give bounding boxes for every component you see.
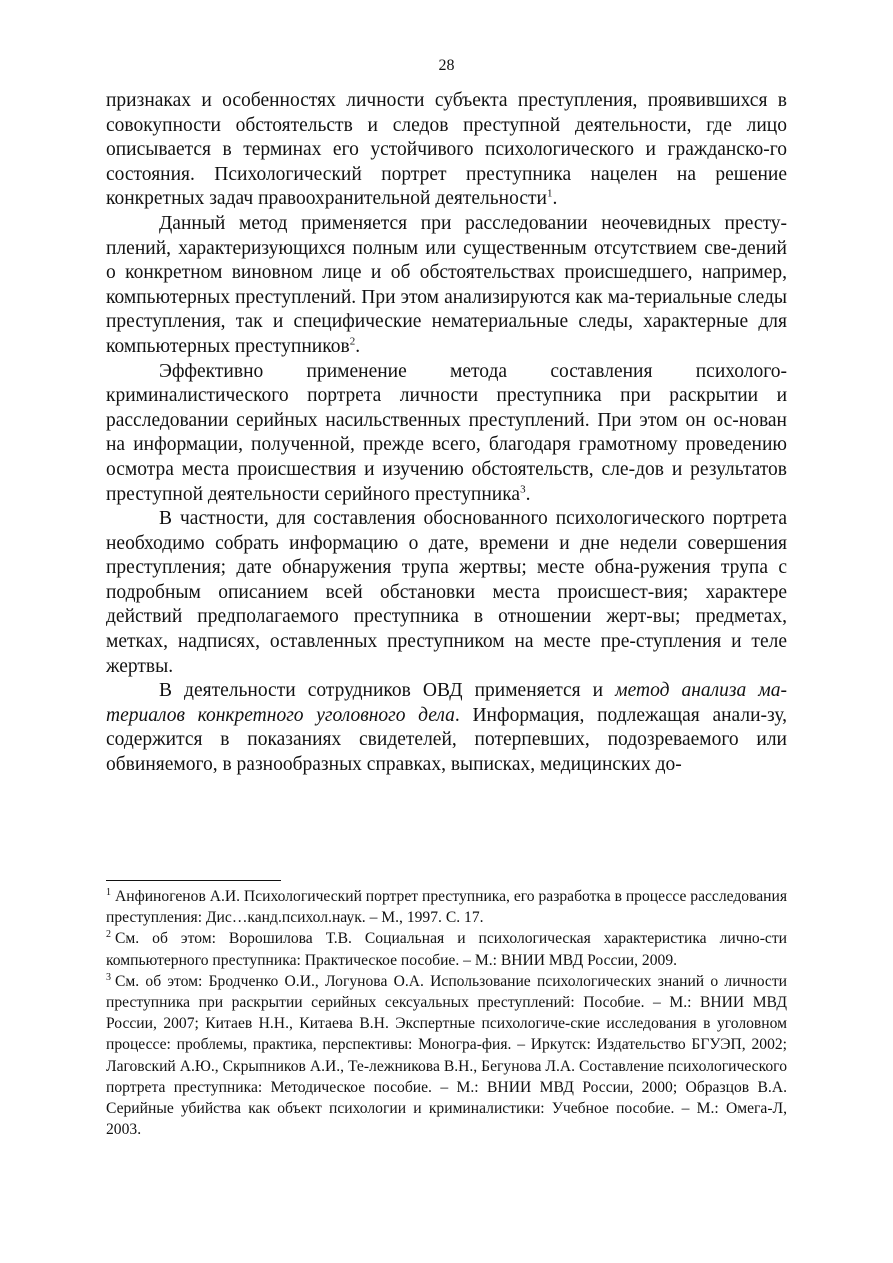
- footnote-3: [106, 971, 787, 1141]
- footnote-number: 1: [106, 886, 111, 898]
- paragraph-2: [106, 212, 787, 360]
- footnote-text: См. об этом: Ворошилова Т.В. Социальная и психологическая характеристика лично-сти компьютерного преступника: Практическое пособие. – М.: ВНИИ МВД России, 2009.: [106, 930, 787, 969]
- footnote-text: Анфиногенов А.И. Психологический портрет преступника, его разработка в процессе расследования преступления: Дис…канд.психол.наук. – М., 1997. С. 17.: [106, 888, 788, 927]
- footnote-ref-3[interactable]: 3: [520, 483, 526, 495]
- footnote-ref-2[interactable]: 2: [349, 335, 356, 348]
- paragraph-text: Эффективно применение метода составления психолого-криминалистического портрета личности преступника при раскрытии и расследовании серийных насильственных преступлений. При этом он ос-нован на информации, полученной, прежде всего, благодаря грамотному проведению осмотра места происшествия и изучению обстоятельств, сле-дов и результатов преступной деятельности серийного преступника: [106, 360, 787, 505]
- paragraph-text: В частности, для составления обоснованного психологического портрета необходимо собрать информацию о дате, времени и дне недели совершения преступления; дате обнаружения трупа жертвы; месте обна-ружения трупа с подробным описанием всей обстановки места происшест-вия; характере действий предполагаемого преступника в отношении жерт-вы; предметах, метках, надписях, оставленных преступником на месте пре-ступления и теле жертвы.: [106, 508, 787, 677]
- footnote-number: 2: [106, 929, 111, 941]
- footnote-2: [106, 928, 787, 970]
- paragraph-text: Данный метод применяется при расследовании неочевидных престу-плений, характеризующихся полным или существенным отсутствием све-дений о конкретном виновном лице и об обстоятельствах происшедшего, например, компьютерных преступлений. При этом анализируются как ма-териальные следы преступления, так и специфические нематериальные следы, характерные для компьютерных преступников: [106, 212, 787, 357]
- paragraph-text: . Информация, подлежащая анали-зу, содержится в показаниях свидетелей, потерпевших, подозреваемого или обвиняемого, в разнообразных справках, выписках, медицинских до-: [106, 704, 787, 776]
- paragraph-tail: .: [355, 335, 361, 357]
- paragraph-5: [106, 679, 787, 777]
- italic-term: метод анализа ма-териалов конкретного уголовного дела: [106, 680, 788, 726]
- footnote-ref-1[interactable]: 1: [546, 187, 553, 200]
- footnote-number: 3: [106, 971, 111, 983]
- footnote-text: См. об этом: Бродченко О.И., Логунова О.А. Использование психологических знаний о личности преступника при раскрытии серийных сексуальных преступлений: Пособие. – М.: ВНИИ МВД России, 2007; Китаев Н.Н., Китаева В.Н. Экспертные психологиче-ские исследования в уголовном процессе: проблемы, практика, перспективы: Моногра-фия. – Иркутск: Издательство БГУЭП, 2002; Лаговский А.Ю., Скрыпников А.И., Те-лежникова В.Н., Бегунова Л.А. Составление психологического портрета преступника: Методическое пособие. – М.: ВНИИ МВД России, 2000; Образцов В.А. Серийные убийства как объект психологии и криминалистики: Учебное пособие. – М.: Омега-Л, 2003.: [106, 972, 787, 1139]
- footnote-1: [106, 886, 787, 928]
- page-number: 28: [438, 57, 455, 74]
- paragraph-text: В деятельности сотрудников ОВД применяется и: [159, 680, 616, 702]
- main-text: [106, 89, 787, 778]
- paragraph-3: [106, 360, 787, 508]
- paragraph-1: [106, 89, 787, 212]
- paragraph-4: [106, 507, 787, 679]
- footnotes: [106, 886, 787, 1140]
- paragraph-tail: .: [525, 483, 531, 505]
- paragraph-tail: .: [552, 188, 558, 210]
- footnote-separator: [106, 880, 281, 881]
- paragraph-text: признаках и особенностях личности субъекта преступления, проявившихся в совокупности обстоятельств и следов преступной деятельности, где лицо описывается в терминах его устойчивого психологического и гражданско-го состояния. Психологический портрет преступника нацелен на решение конкретных задач правоохранительной деятельности: [106, 90, 787, 210]
